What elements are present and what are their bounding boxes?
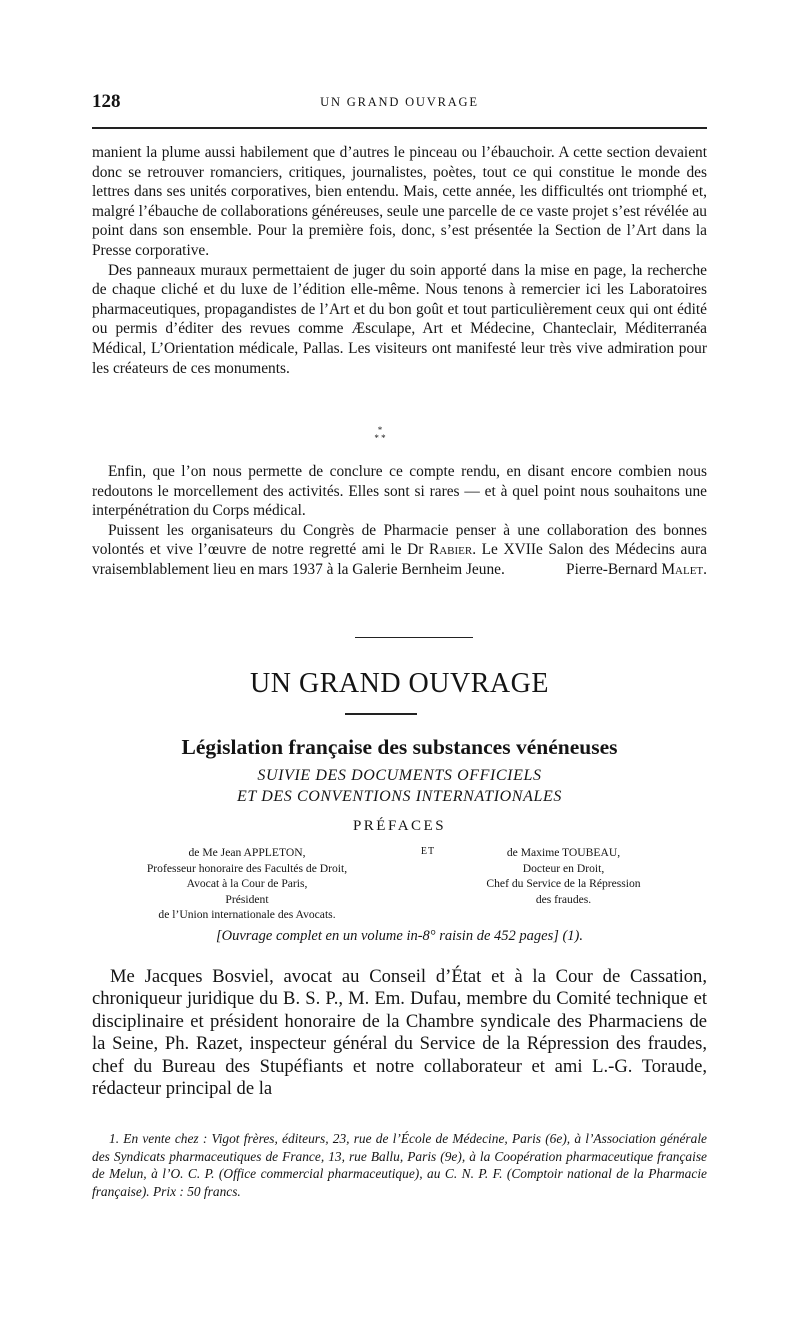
work-description: [Ouvrage complet en un volume in-8° raisin de 452 pages] (1). (215, 928, 584, 944)
asterism-divider (360, 426, 400, 450)
preface-line: Chef du Service de la Répression (486, 877, 641, 890)
prefaces-label: PRÉFACES (352, 818, 447, 834)
conclusion-section (92, 462, 707, 580)
text-run: Puissent les organisateurs du Congrès de Pharmacie penser à une collaboration des bonnes volontés et vive l’œuvre de notre regretté ami le (92, 521, 707, 559)
asterism-bottom: * * (374, 433, 386, 443)
book-title: Législation française des substances vénéneuses (181, 735, 618, 759)
paragraph: Des panneaux muraux permettaient de juger du soin apporté dans la mise en page, la recherche de chaque cliché et du luxe de l’édition elle-même. Nous tenons à remercier ici les Laboratoires pharmaceutiques, propagandistes de l’Art et du bon goût et tout particulièrement ceux qui ont édité ou permis d’éditer des revues comme Æsculape, Art et Médecine, Chanteclair, Méditerranéa Médical, L’Orientation médicale, Pallas. Les visiteurs ont manifesté leur très vive admiration pour les créateurs de ces monuments. (92, 261, 707, 377)
title-underline (345, 713, 417, 715)
previous-article-continuation (92, 143, 707, 378)
preface-line: Professeur honoraire des Facultés de Droit, (146, 861, 348, 875)
preface-line: Avocat à la Cour de Paris, (186, 877, 308, 890)
article-body (92, 966, 707, 1100)
page-number: 128 (92, 91, 121, 112)
preface-author-right (420, 845, 707, 907)
preface-line: Président (225, 892, 269, 906)
doctor-abbrev: Dr (407, 541, 424, 559)
footnote (92, 1130, 707, 1200)
preface-connector: ET (420, 846, 436, 857)
paragraph: Me Jacques Bosviel, avocat au Conseil d’État et à la Cour de Cassation, chroniqueur juridique du B. S. P., M. Em. Dufau, membre du Comité technique et disciplinaire et président honoraire de la Chambre syndicale des Pharmaciens de la Seine, Ph. Razet, inspecteur général du Service de la Répression des fraudes, chef du Bureau des Stupéfiants et notre collaborateur et ami L.-G. Toraude, rédacteur principal de la (92, 966, 707, 1100)
paragraph: manient la plume aussi habilement que d’autres le pinceau ou l’ébauchoir. A cette section devaient donc se retrouver romanciers, critiques, journalistes, poètes, tout ce qui constitue le monde des lettres dans ses unités corporatives, bien entendu. Mais, cette année, les difficultés ont triomphé et, malgré l’ébauche de collaborations généreuses, seule une parcelle de ce vaste projet s’est révélée au point dans son ensemble. Pour la première fois, donc, s’est présentée la Section de l’Art dans la Presse corporative. (92, 144, 707, 259)
section-separator (355, 637, 473, 638)
author-name-rabier: Rabier (428, 541, 473, 559)
asterism-top: * (377, 425, 383, 435)
header-rule (92, 127, 707, 129)
book-subtitle-2: ET DES CONVENTIONS INTERNATIONALES (237, 788, 562, 805)
text-run: . Le XVIIe Salon des Médecins aura vraisemblablement lieu en mars 1937 à la Galerie Bernheim Jeune. (92, 541, 707, 578)
book-subtitle-1: SUIVIE DES DOCUMENTS OFFICIELS (257, 767, 542, 784)
preface-author-left (92, 845, 402, 923)
preface-name: de Me Jean APPLETON, (188, 846, 306, 859)
preface-line: de l’Union internationale des Avocats. (158, 908, 336, 921)
paragraph: Enfin, que l’on nous permette de conclure ce compte rendu, en disant encore combien nous redoutons le morcellement des activités. Elles sont si rares — et à quel point nous souhaitons une interpénétration du Corps médical. (92, 463, 707, 520)
signature (550, 560, 707, 580)
signature-name: Pierre-Bernard (566, 560, 658, 578)
signature-surname: Malet. (661, 560, 707, 578)
preface-line: Docteur en Droit, (522, 861, 605, 875)
preface-name: de Maxime TOUBEAU, (506, 846, 621, 859)
footnote-text: 1. En vente chez : Vigot frères, éditeurs, 23, rue de l’École de Médecine, Paris (6e), à l’Association générale des Syndicats pharmaceutiques de France, 13, rue Ballu, Paris (9e), à la Coopération pharmaceutique française de Melun, à l’O. C. P. (Office commercial pharmaceutique), au C. N. P. F. (Comptoir national de la Pharmacie française). Prix : 50 francs. (92, 1131, 707, 1199)
paragraph (92, 521, 707, 580)
preface-line: des fraudes. (535, 892, 592, 906)
article-title: UN GRAND OUVRAGE (250, 668, 549, 699)
running-title: UN GRAND OUVRAGE (320, 95, 479, 109)
running-head (92, 91, 707, 117)
